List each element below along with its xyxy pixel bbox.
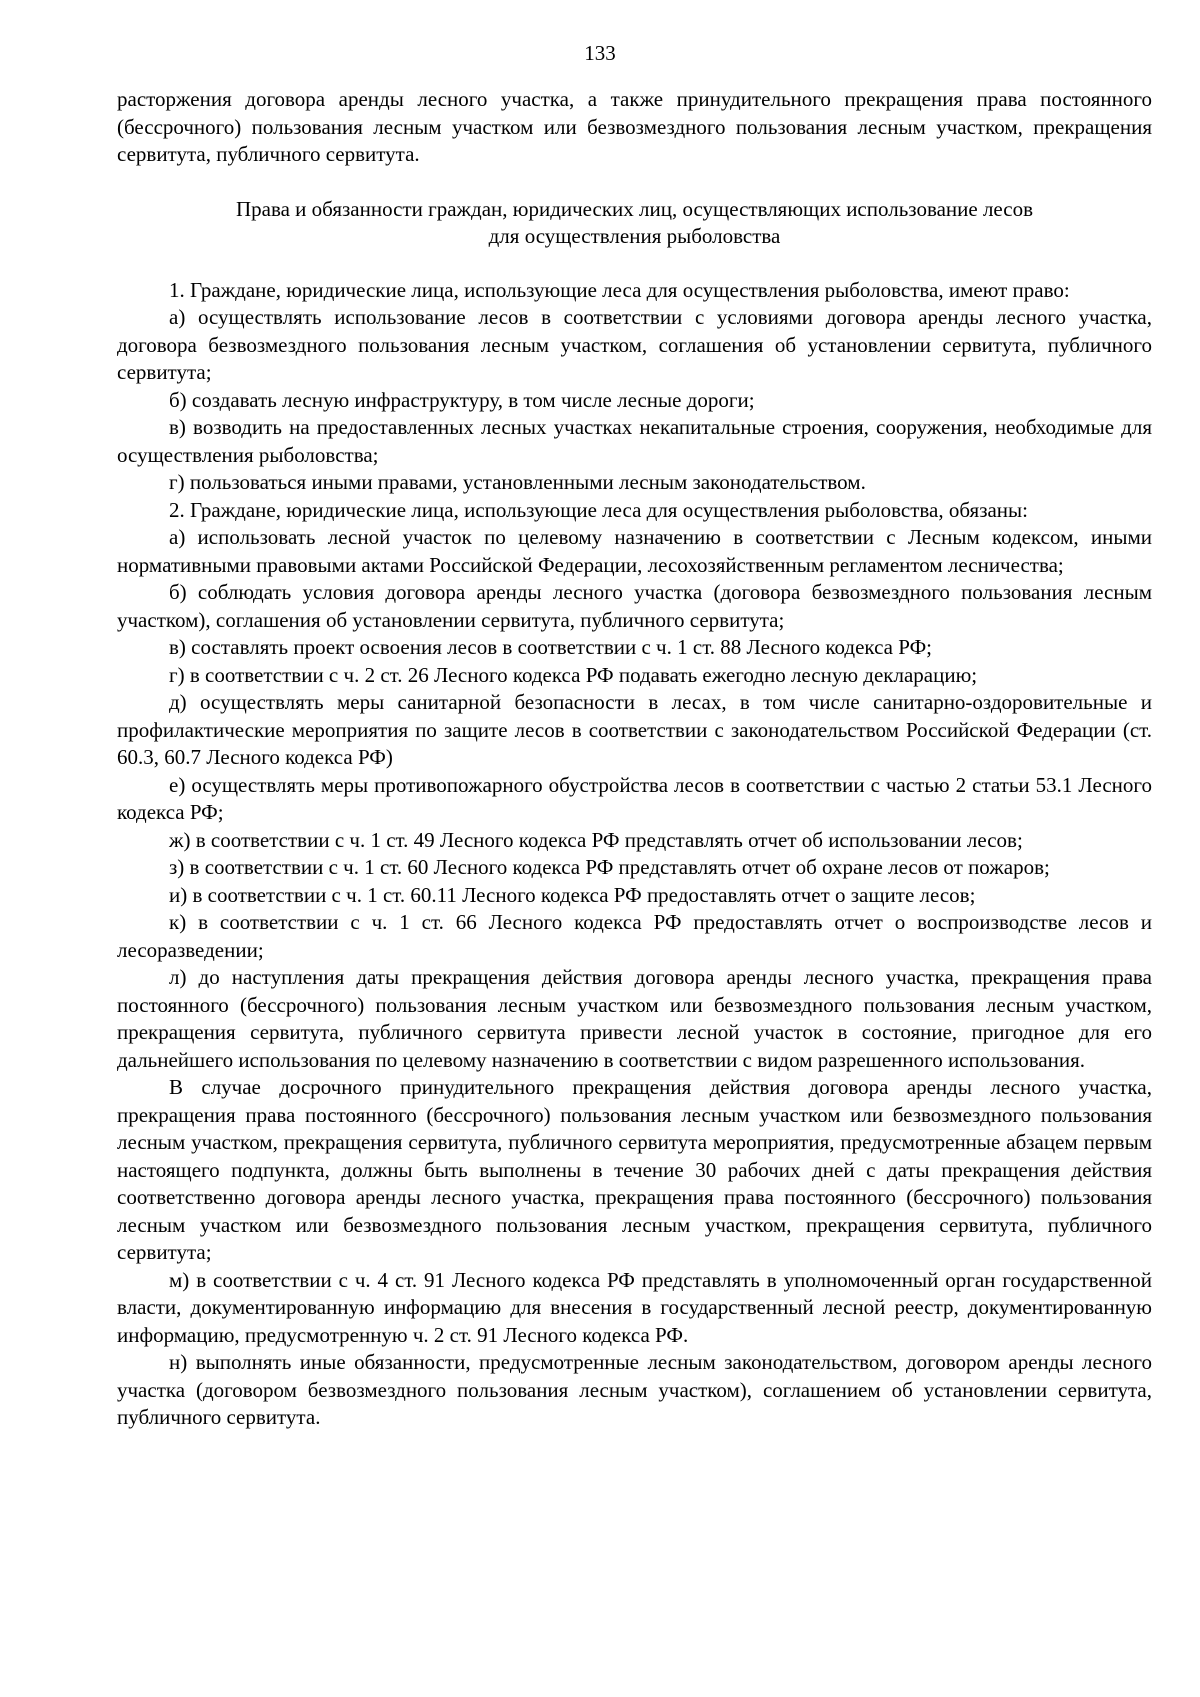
paragraph-duty-a: а) использовать лесной участок по целевому назначению в соответствии с Лесным кодексом, иными нормативными правовыми актами Российской Федерации, лесохозяйственным регламентом лесничества;	[117, 525, 1152, 577]
paragraph-duty-k: к) в соответствии с ч. 1 ст. 66 Лесного кодекса РФ предоставлять отчет о воспроизводстве лесов и лесоразведении;	[117, 910, 1152, 962]
intro-paragraph: расторжения договора аренды лесного участка, а также принудительного прекращения права постоянного (бессрочного) пользования лесным участком или безвозмездного пользования лесным участком, прекращения сервитута, публичного сервитута.	[117, 87, 1152, 166]
paragraph-right-a: а) осуществлять использование лесов в соответствии с условиями договора аренды лесного участка, договора безвозмездного пользования лесным участком, соглашения об установлении сервитута, публичного сервитута;	[117, 305, 1152, 384]
section-heading-line-2: для осуществления рыболовства	[488, 224, 781, 248]
paragraph-duty-n: н) выполнять иные обязанности, предусмотренные лесным законодательством, договором аренды лесного участка (договором безвозмездного пользования лесным участком), соглашением об установлении сервитута, публичного сервитута.	[117, 1350, 1152, 1429]
paragraph-duty-i: и) в соответствии с ч. 1 ст. 60.11 Лесного кодекса РФ предоставлять отчет о защите лесов;	[169, 882, 976, 907]
page-number: 133	[584, 41, 616, 65]
paragraph-right-v: в) возводить на предоставленных лесных участках некапитальные строения, сооружения, необходимые для осуществления рыболовства;	[117, 415, 1152, 467]
paragraph-duty-g: г) в соответствии с ч. 2 ст. 26 Лесного кодекса РФ подавать ежегодно лесную декларацию;	[169, 662, 978, 687]
paragraph-duty-e: е) осуществлять меры противопожарного обустройства лесов в соответствии с частью 2 статьи 53.1 Лесного кодекса РФ;	[117, 772, 1152, 824]
paragraph-duty-z: з) в соответствии с ч. 1 ст. 60 Лесного кодекса РФ представлять отчет об охране лесов от пожаров;	[169, 855, 1050, 879]
paragraph-duty-d: д) осуществлять меры санитарной безопасности в лесах, в том числе санитарно-оздоровительные и профилактические мероприятия по защите лесов в соответствии с законодательством Российской Федерации (ст. 60.3, 60.7 Лесного кодекса РФ)	[117, 690, 1152, 769]
paragraph-duty-b: б) соблюдать условия договора аренды лесного участка (договора безвозмездного пользования лесным участком), соглашения об установлении сервитута, публичного сервитута;	[117, 580, 1152, 632]
paragraph-early-termination: В случае досрочного принудительного прекращения действия договора аренды лесного участка, прекращения права постоянного (бессрочного) пользования лесным участком или безвозмездного пользования лесным участком, прекращения сервитута, публичного сервитута мероприятия, предусмотренные абзацем первым настоящего подпункта, должны быть выполнены в течение 30 рабочих дней с даты прекращения действия соответственно договора аренды лесного участка, прекращения права постоянного (бессрочного) пользования лесным участком или безвозмездного пользования лесным участком, прекращения сервитута, публичного сервитута;	[117, 1075, 1152, 1264]
paragraph-right-b: б) создавать лесную инфраструктуру, в том числе лесные дороги;	[169, 387, 755, 412]
paragraph-duty-m: м) в соответствии с ч. 4 ст. 91 Лесного кодекса РФ представлять в уполномоченный орган государственной власти, документированную информацию для внесения в государственный лесной реестр, документированную информацию, предусмотренную ч. 2 ст. 91 Лесного кодекса РФ.	[117, 1267, 1152, 1347]
section-heading	[117, 196, 1152, 251]
paragraph-duty-zh: ж) в соответствии с ч. 1 ст. 49 Лесного кодекса РФ представлять отчет об использовании лесов;	[169, 827, 1023, 852]
paragraph-right-g: г) пользоваться иными правами, установленными лесным законодательством.	[169, 470, 866, 494]
document-body	[117, 86, 1152, 1432]
paragraph-duty-l: л) до наступления даты прекращения действия договора аренды лесного участка, прекращения права постоянного (бессрочного) пользования лесным участком или безвозмездного пользования лесным участком, прекращения сервитута, публичного сервитута привести лесной участок в состояние, пригодное для его дальнейшего использования по целевому назначению в соответствии с видом разрешенного использования.	[117, 965, 1152, 1072]
paragraph-duty-v: в) составлять проект освоения лесов в соответствии с ч. 1 ст. 88 Лесного кодекса РФ;	[169, 635, 932, 659]
paragraph-rights-intro: 1. Граждане, юридические лица, использующие леса для осуществления рыболовства, имеют право:	[169, 277, 1070, 302]
section-heading-line-1: Права и обязанности граждан, юридических лиц, осуществляющих использование лесов	[235, 196, 1034, 221]
paragraph-duties-intro: 2. Граждане, юридические лица, использующие леса для осуществления рыболовства, обязаны:	[169, 497, 1028, 522]
